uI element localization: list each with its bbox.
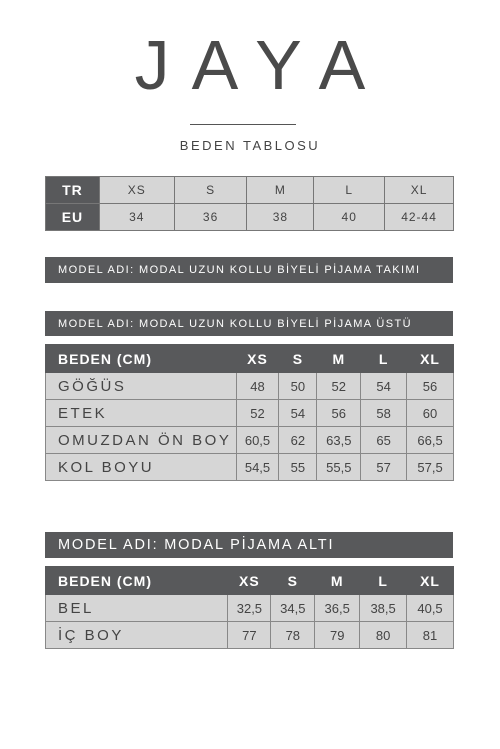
table-cell: 60,5 — [236, 427, 279, 454]
size-cell: 36 — [174, 204, 247, 231]
table-row — [46, 427, 454, 454]
page-subtitle: BEDEN TABLOSU — [179, 138, 321, 153]
table-cell: 52 — [317, 373, 361, 400]
header-cell: S — [279, 345, 317, 373]
row-label: ETEK — [46, 400, 237, 427]
header-cell: M — [317, 345, 361, 373]
tr-row — [46, 177, 454, 204]
eu-row — [46, 204, 454, 231]
table-cell: 78 — [271, 622, 315, 649]
row-label: KOL BOYU — [46, 454, 237, 481]
model-title-bar: MODEL ADI: MODAL UZUN KOLLU BİYELİ PİJAMA TAKIMI — [45, 257, 453, 283]
table-row — [46, 400, 454, 427]
table-cell: 38,5 — [360, 595, 407, 622]
table-cell: 54 — [279, 400, 317, 427]
table-cell: 63,5 — [317, 427, 361, 454]
table-cell: 32,5 — [228, 595, 271, 622]
table-cell: 80 — [360, 622, 407, 649]
size-cell: 42-44 — [385, 204, 454, 231]
row-label: BEL — [46, 595, 228, 622]
size-cell: M — [247, 177, 314, 204]
table-cell: 36,5 — [315, 595, 360, 622]
header-cell: L — [361, 345, 407, 373]
header-cell: M — [315, 567, 360, 595]
size-cell: L — [314, 177, 385, 204]
table-cell: 60 — [407, 400, 454, 427]
header-cell: XS — [236, 345, 279, 373]
brand-logo: JAYA — [134, 26, 388, 104]
table-cell: 40,5 — [407, 595, 454, 622]
size-cell: XS — [99, 177, 174, 204]
tr-label: TR — [46, 177, 100, 204]
table-cell: 79 — [315, 622, 360, 649]
table-cell: 57 — [361, 454, 407, 481]
table-cell: 52 — [236, 400, 279, 427]
table-cell: 50 — [279, 373, 317, 400]
table-cell: 54 — [361, 373, 407, 400]
size-cell: 34 — [99, 204, 174, 231]
top-model-title-bar: MODEL ADI: MODAL UZUN KOLLU BİYELİ PİJAMA ÜSTÜ — [45, 311, 453, 336]
eu-label: EU — [46, 204, 100, 231]
header-cell: BEDEN (CM) — [46, 345, 237, 373]
table-header-row — [46, 345, 454, 373]
top-measurement-table — [45, 344, 454, 481]
divider — [190, 124, 296, 125]
header-cell: XL — [407, 567, 454, 595]
table-cell: 57,5 — [407, 454, 454, 481]
table-cell: 54,5 — [236, 454, 279, 481]
size-conversion-table — [45, 176, 454, 231]
table-cell: 48 — [236, 373, 279, 400]
table-row — [46, 622, 454, 649]
bottom-model-title-bar: MODEL ADI: MODAL PİJAMA ALTI — [45, 532, 453, 558]
table-cell: 81 — [407, 622, 454, 649]
table-row — [46, 373, 454, 400]
table-cell: 62 — [279, 427, 317, 454]
header-cell: L — [360, 567, 407, 595]
table-cell: 66,5 — [407, 427, 454, 454]
header-cell: XS — [228, 567, 271, 595]
table-cell: 56 — [407, 373, 454, 400]
size-cell: XL — [385, 177, 454, 204]
table-cell: 65 — [361, 427, 407, 454]
size-cell: 40 — [314, 204, 385, 231]
header-cell: BEDEN (CM) — [46, 567, 228, 595]
row-label: İÇ BOY — [46, 622, 228, 649]
table-header-row — [46, 567, 454, 595]
table-cell: 58 — [361, 400, 407, 427]
table-row — [46, 595, 454, 622]
table-row — [46, 454, 454, 481]
table-cell: 77 — [228, 622, 271, 649]
bottom-measurement-table — [45, 566, 454, 649]
table-cell: 56 — [317, 400, 361, 427]
row-label: GÖĞÜS — [46, 373, 237, 400]
table-cell: 34,5 — [271, 595, 315, 622]
size-cell: S — [174, 177, 247, 204]
header-cell: XL — [407, 345, 454, 373]
table-cell: 55,5 — [317, 454, 361, 481]
size-cell: 38 — [247, 204, 314, 231]
header-cell: S — [271, 567, 315, 595]
table-cell: 55 — [279, 454, 317, 481]
row-label: OMUZDAN ÖN BOY — [46, 427, 237, 454]
